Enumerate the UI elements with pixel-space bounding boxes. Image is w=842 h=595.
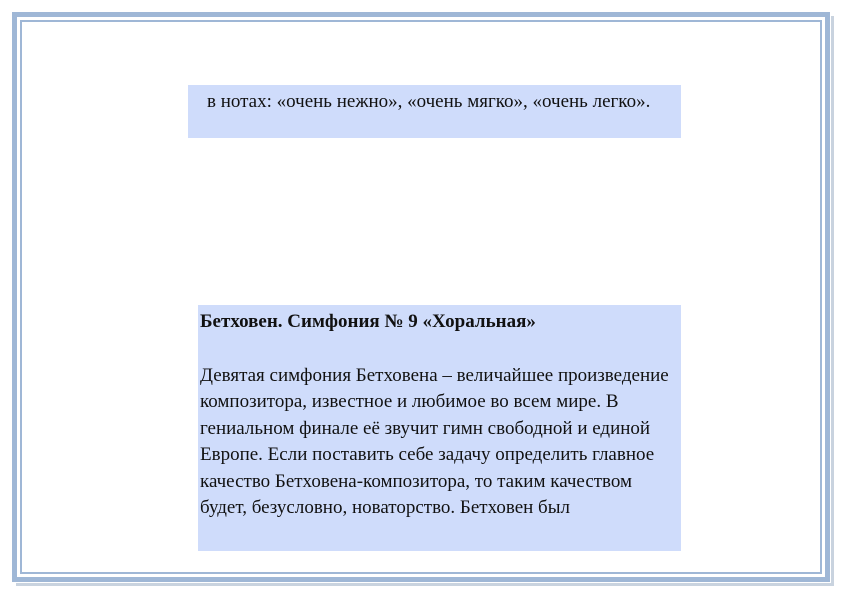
fragment-text: в нотах: «очень нежно», «очень мягко», «очень легко». <box>207 91 651 112</box>
text-section-main <box>198 305 681 551</box>
section-paragraph: Девятая симфония Бетховена – величайшее произведение композитора, известное и любимое во всем мире. В гениальном финале её звучит гимн свободной и единой Европе. Если поставить себе задачу определить главное качество Бетховена-композитора, то таким качеством будет, безусловно, новаторство. Бетховен был <box>200 364 669 518</box>
text-fragment-top <box>188 85 681 138</box>
section-heading: Бетховен. Симфония № 9 «Хоральная» <box>200 311 536 332</box>
